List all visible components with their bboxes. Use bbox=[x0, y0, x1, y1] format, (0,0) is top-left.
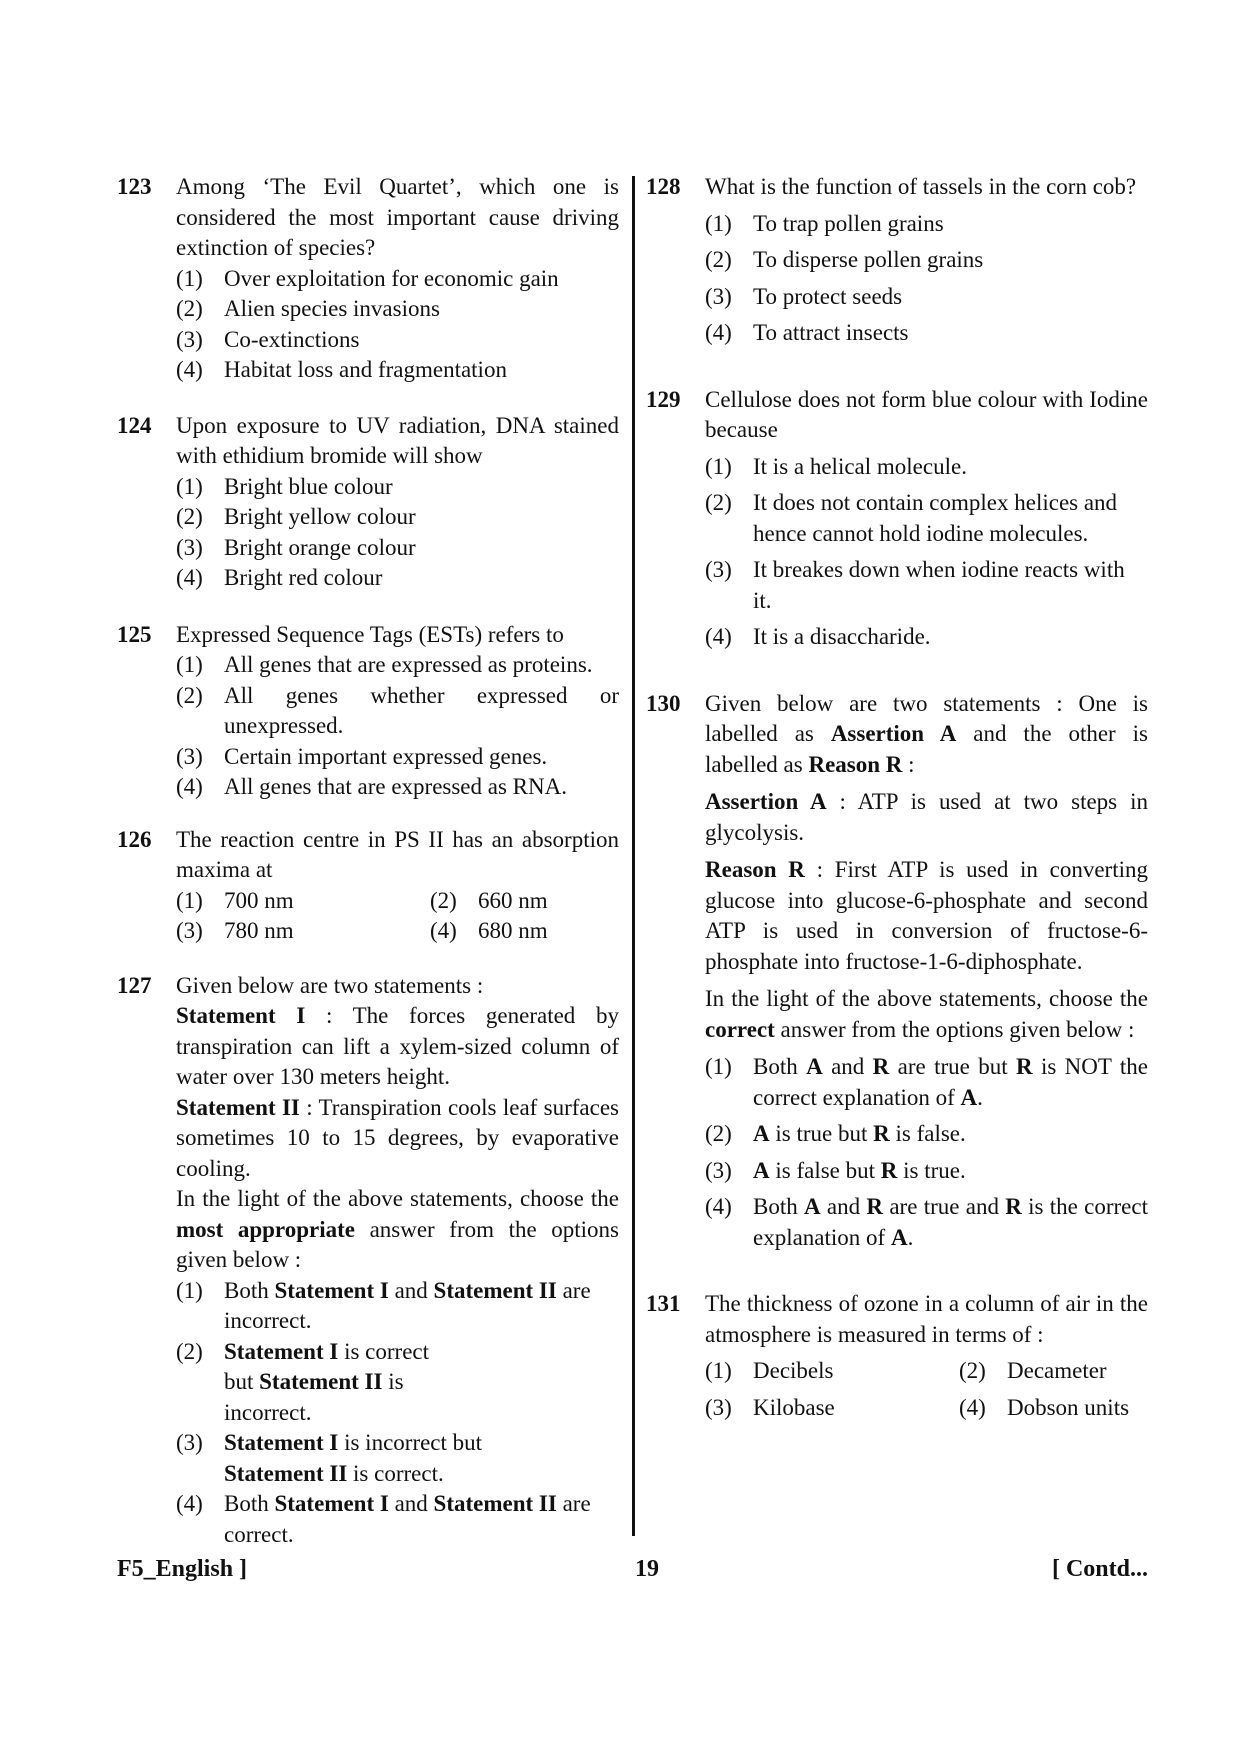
option-4 bbox=[705, 318, 1148, 349]
option-2 bbox=[430, 886, 619, 917]
option-emphasis: Statement I bbox=[274, 1491, 389, 1516]
option-number: (4) bbox=[176, 774, 203, 799]
question-124 bbox=[117, 411, 619, 594]
option-text: All genes whether expressed or unexpressed. bbox=[224, 682, 619, 738]
option-text: Alien species invasions bbox=[224, 296, 440, 321]
option-text: Both bbox=[224, 1491, 275, 1516]
option-1 bbox=[705, 1052, 1148, 1113]
option-emphasis: A bbox=[806, 1054, 823, 1079]
option-emphasis: Statement II bbox=[433, 1491, 557, 1516]
option-3 bbox=[176, 742, 619, 773]
option-2 bbox=[176, 294, 619, 325]
option-number: (1) bbox=[705, 210, 732, 236]
option-1 bbox=[705, 209, 1148, 240]
option-4 bbox=[176, 772, 619, 803]
option-4 bbox=[705, 622, 1148, 653]
option-emphasis: R bbox=[866, 1194, 884, 1219]
option-number: (1) bbox=[176, 887, 203, 913]
option-number: (4) bbox=[176, 1491, 203, 1516]
option-1 bbox=[705, 1356, 959, 1387]
option-text: is false but bbox=[769, 1157, 881, 1183]
option-number: (4) bbox=[705, 624, 732, 649]
statement-2-text: : Transpiration cools leaf surfaces sometimes 10 to 15 degrees, by evaporative cooling. bbox=[176, 1094, 619, 1181]
statement-1-label: Statement I bbox=[176, 1003, 306, 1028]
question-125 bbox=[117, 620, 619, 803]
option-text: To attract insects bbox=[753, 320, 909, 345]
option-1 bbox=[705, 452, 1148, 483]
option-text: Habitat loss and fragmentation bbox=[224, 357, 507, 382]
question-129 bbox=[646, 385, 1148, 653]
option-text: is false. bbox=[889, 1121, 966, 1146]
option-emphasis: A bbox=[753, 1121, 770, 1146]
option-text: To protect seeds bbox=[753, 283, 903, 309]
question-123 bbox=[117, 172, 619, 386]
spacer bbox=[117, 947, 619, 971]
reason-text: : First ATP is used in converting glucose into glucose-6-phosphate and second ATP is used in conversion of fructose-6-phosphate into fructose-1-6-diphosphate. bbox=[705, 857, 1148, 974]
option-number: (1) bbox=[705, 1054, 732, 1079]
option-2 bbox=[176, 502, 619, 533]
option-text: To trap pollen grains bbox=[753, 210, 944, 236]
option-text: and bbox=[820, 1194, 867, 1219]
option-emphasis: Statement I bbox=[224, 1430, 339, 1455]
option-number: (2) bbox=[705, 1121, 732, 1146]
option-3 bbox=[705, 1393, 959, 1424]
option-3 bbox=[176, 533, 619, 564]
option-2 bbox=[705, 1119, 1148, 1150]
option-number: (3) bbox=[705, 557, 732, 582]
option-text: It is a disaccharide. bbox=[753, 624, 931, 649]
options-row bbox=[176, 916, 619, 947]
option-number: (2) bbox=[430, 887, 457, 913]
question-number: 124 bbox=[117, 412, 152, 438]
option-text: Bright blue colour bbox=[224, 473, 393, 499]
question-number: 130 bbox=[646, 690, 681, 716]
option-text: are incorrect. bbox=[224, 1277, 591, 1333]
option-emphasis: Statement II bbox=[224, 1460, 348, 1486]
instruction-emphasis: most appropriate bbox=[176, 1216, 355, 1242]
option-4 bbox=[176, 563, 619, 594]
instruction-emphasis: correct bbox=[705, 1016, 775, 1042]
option-number: (1) bbox=[176, 265, 203, 291]
option-text: is incorrect. bbox=[224, 1369, 404, 1425]
question-130 bbox=[646, 689, 1148, 1254]
option-number: (4) bbox=[959, 1394, 986, 1420]
statements-intro bbox=[705, 689, 1148, 781]
question-number: 123 bbox=[117, 174, 152, 199]
assertion-label: Assertion A bbox=[705, 789, 827, 814]
option-2 bbox=[176, 1337, 464, 1429]
intro-text: Given below are two statements : One is labelled as bbox=[705, 690, 1148, 746]
option-emphasis: A bbox=[890, 1224, 908, 1250]
option-2 bbox=[959, 1356, 1148, 1387]
question-number: 127 bbox=[117, 972, 152, 998]
booklet-code: F5_English ] bbox=[117, 1556, 248, 1582]
option-number: (4) bbox=[430, 918, 457, 943]
option-emphasis: A bbox=[960, 1084, 978, 1110]
option-4 bbox=[176, 1489, 619, 1550]
option-text: . bbox=[977, 1084, 983, 1110]
option-number: (4) bbox=[705, 1194, 732, 1219]
statements-intro: Given below are two statements : bbox=[176, 972, 484, 998]
option-text: and bbox=[388, 1491, 434, 1516]
question-stem: Cellulose does not form blue colour with Iodine because bbox=[705, 386, 1148, 442]
intro-text: and the other is labelled as bbox=[705, 721, 1148, 777]
option-1 bbox=[176, 886, 430, 917]
option-number: (2) bbox=[176, 1338, 203, 1364]
option-number: (2) bbox=[705, 247, 732, 272]
option-number: (1) bbox=[705, 453, 732, 479]
option-text: It is a helical molecule. bbox=[753, 453, 967, 479]
option-emphasis: R bbox=[880, 1157, 898, 1183]
instruction bbox=[705, 984, 1148, 1045]
question-stem bbox=[176, 971, 619, 1276]
option-text: is the correct explanation of bbox=[753, 1194, 1148, 1250]
question-stem: The reaction centre in PS II has an absorption maxima at bbox=[176, 826, 619, 882]
option-emphasis: A bbox=[753, 1157, 770, 1183]
spacer bbox=[117, 594, 619, 620]
column-divider bbox=[632, 176, 635, 1536]
option-text: Dobson units bbox=[1007, 1394, 1130, 1420]
spacer bbox=[646, 653, 1148, 689]
option-4 bbox=[959, 1393, 1148, 1424]
option-number: (1) bbox=[705, 1358, 732, 1383]
option-number: (3) bbox=[176, 326, 203, 352]
question-stem bbox=[705, 689, 1148, 1046]
option-text: are true and bbox=[883, 1194, 1006, 1219]
option-2 bbox=[176, 681, 619, 742]
option-text: . bbox=[907, 1224, 914, 1250]
option-3 bbox=[705, 555, 1148, 616]
option-number: (3) bbox=[705, 283, 732, 309]
option-1 bbox=[176, 650, 619, 681]
option-text: 700 nm bbox=[224, 887, 294, 913]
option-text: is incorrect but bbox=[338, 1430, 483, 1455]
spacer bbox=[646, 349, 1148, 385]
option-text: is NOT the correct explanation of bbox=[753, 1054, 1148, 1110]
option-text: and bbox=[822, 1054, 873, 1079]
instruction-text: In the light of the above statements, choose the bbox=[705, 986, 1148, 1011]
option-number: (4) bbox=[176, 565, 203, 590]
option-text: Decibels bbox=[753, 1358, 834, 1383]
question-128 bbox=[646, 172, 1148, 349]
statement-2 bbox=[176, 1093, 619, 1185]
option-number: (2) bbox=[176, 504, 203, 529]
instruction bbox=[176, 1184, 619, 1276]
statement-2-label: Statement II bbox=[176, 1094, 300, 1120]
option-number: (4) bbox=[705, 320, 732, 345]
option-3 bbox=[176, 1428, 484, 1489]
question-stem: Among ‘The Evil Quartet’, which one is considered the most important cause driving extinction of species? bbox=[176, 174, 619, 260]
question-number: 126 bbox=[117, 826, 152, 852]
option-number: (3) bbox=[176, 534, 203, 560]
question-126 bbox=[117, 825, 619, 947]
left-column bbox=[117, 172, 619, 1550]
option-text: It does not contain complex helices and hence cannot hold iodine molecules. bbox=[753, 490, 1118, 546]
option-text: Certain important expressed genes. bbox=[224, 743, 548, 769]
question-number: 129 bbox=[646, 386, 681, 412]
option-number: (1) bbox=[176, 473, 203, 499]
option-emphasis: Statement I bbox=[274, 1277, 389, 1303]
option-1 bbox=[176, 264, 619, 295]
option-text: Bright orange colour bbox=[224, 534, 416, 560]
spacer bbox=[646, 1253, 1148, 1289]
option-number: (3) bbox=[176, 743, 203, 769]
spacer bbox=[117, 803, 619, 825]
question-stem: What is the function of tassels in the corn cob? bbox=[705, 174, 1137, 199]
option-text: is correct but bbox=[224, 1338, 430, 1394]
option-text: 680 nm bbox=[478, 918, 548, 943]
option-emphasis: Statement I bbox=[224, 1338, 339, 1364]
page-number: 19 bbox=[635, 1556, 659, 1582]
option-text: and bbox=[388, 1277, 434, 1303]
option-text: Co-extinctions bbox=[224, 326, 360, 352]
page-footer bbox=[117, 1556, 1148, 1588]
question-stem: Upon exposure to UV radiation, DNA stained with ethidium bromide will show bbox=[176, 412, 619, 468]
option-text: Over exploitation for economic gain bbox=[224, 265, 559, 291]
statement-1-text: : The forces generated by transpiration can lift a xylem-sized column of water over 130 meters height. bbox=[176, 1003, 619, 1089]
statement-1 bbox=[176, 1001, 619, 1093]
option-2 bbox=[705, 245, 1148, 276]
option-1 bbox=[176, 472, 619, 503]
option-emphasis: Statement II bbox=[433, 1277, 557, 1303]
option-emphasis: R bbox=[873, 1121, 890, 1146]
intro-emphasis: Assertion A bbox=[830, 721, 957, 746]
option-emphasis: A bbox=[804, 1194, 821, 1219]
question-131 bbox=[646, 1289, 1148, 1423]
options-row bbox=[705, 1393, 1148, 1424]
assertion-text: : ATP is used at two steps in glycolysis. bbox=[705, 789, 1148, 845]
reason bbox=[705, 855, 1148, 977]
option-text: It breakes down when iodine reacts with it. bbox=[753, 557, 1125, 613]
right-column bbox=[646, 172, 1148, 1423]
option-4 bbox=[176, 355, 619, 386]
question-127 bbox=[117, 971, 619, 1551]
option-emphasis: R bbox=[1015, 1054, 1033, 1079]
option-number: (3) bbox=[176, 1430, 203, 1455]
option-text: Bright red colour bbox=[224, 565, 383, 590]
reason-label: Reason R bbox=[705, 857, 805, 882]
option-text: Both bbox=[753, 1194, 805, 1219]
question-number: 128 bbox=[646, 174, 681, 199]
option-text: is true but bbox=[769, 1121, 874, 1146]
question-stem: The thickness of ozone in a column of air in the atmosphere is measured in terms of : bbox=[705, 1291, 1148, 1347]
instruction-text: answer from the options given below : bbox=[176, 1216, 619, 1272]
options-row bbox=[176, 886, 619, 917]
option-4 bbox=[430, 916, 619, 947]
option-text: All genes that are expressed as proteins. bbox=[224, 652, 593, 677]
option-number: (3) bbox=[705, 1157, 732, 1183]
option-text: 780 nm bbox=[224, 918, 294, 943]
spacer bbox=[117, 386, 619, 411]
option-text: To disperse pollen grains bbox=[753, 247, 984, 272]
option-1 bbox=[176, 1276, 619, 1337]
option-text: Decameter bbox=[1007, 1358, 1107, 1383]
option-number: (2) bbox=[176, 296, 203, 321]
option-text: Both bbox=[224, 1277, 275, 1303]
option-text: is correct. bbox=[347, 1460, 444, 1486]
option-number: (2) bbox=[705, 490, 732, 515]
option-number: (2) bbox=[176, 682, 203, 708]
option-text: Kilobase bbox=[753, 1394, 835, 1420]
option-text: is true. bbox=[897, 1157, 966, 1183]
option-text: Both bbox=[753, 1054, 807, 1079]
option-number: (3) bbox=[176, 918, 203, 943]
option-3 bbox=[176, 325, 619, 356]
option-emphasis: Statement II bbox=[259, 1369, 383, 1394]
option-3 bbox=[176, 916, 430, 947]
assertion bbox=[705, 787, 1148, 848]
option-text: are true but bbox=[889, 1054, 1016, 1079]
options-row bbox=[705, 1356, 1148, 1387]
option-text: 660 nm bbox=[478, 887, 548, 913]
intro-text: : bbox=[902, 751, 915, 777]
option-2 bbox=[705, 488, 1148, 549]
continued-label: [ Contd... bbox=[1051, 1556, 1148, 1582]
question-stem: Expressed Sequence Tags (ESTs) refers to bbox=[176, 621, 564, 647]
option-emphasis: R bbox=[872, 1054, 890, 1079]
intro-emphasis: Reason R bbox=[808, 751, 903, 777]
instruction-text: answer from the options given below : bbox=[774, 1016, 1135, 1042]
option-3 bbox=[705, 282, 1148, 313]
option-text: Bright yellow colour bbox=[224, 504, 416, 529]
option-number: (3) bbox=[705, 1394, 732, 1420]
option-number: (1) bbox=[176, 652, 203, 677]
option-text: All genes that are expressed as RNA. bbox=[224, 774, 567, 799]
question-number: 125 bbox=[117, 621, 152, 647]
option-3 bbox=[705, 1156, 1148, 1187]
option-emphasis: R bbox=[1005, 1194, 1022, 1219]
instruction-text: In the light of the above statements, choose the bbox=[176, 1186, 619, 1211]
question-number: 131 bbox=[646, 1291, 681, 1316]
option-number: (1) bbox=[176, 1277, 203, 1303]
option-4 bbox=[705, 1192, 1148, 1253]
option-number: (2) bbox=[959, 1358, 986, 1383]
option-text: are correct. bbox=[224, 1491, 591, 1547]
option-number: (4) bbox=[176, 357, 203, 382]
